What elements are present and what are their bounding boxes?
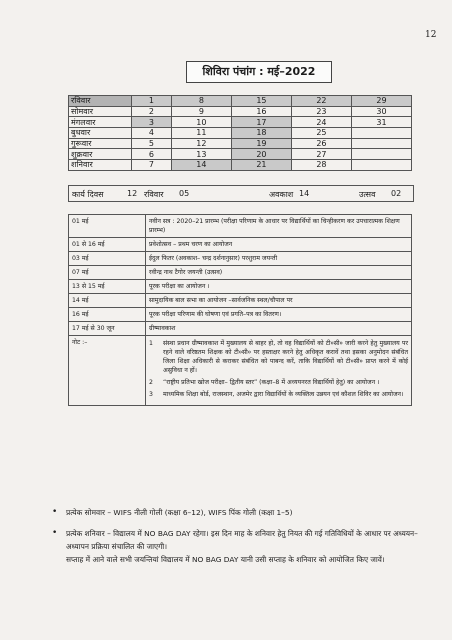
event-text: रवीन्द्र नाथ टैगोर जयन्ती (उत्सव)	[146, 266, 412, 280]
event-row	[69, 308, 412, 322]
event-row	[69, 215, 412, 238]
calendar-row	[69, 160, 412, 171]
date-cell: 11	[171, 128, 231, 139]
date-cell: 25	[291, 128, 351, 139]
calendar-row	[69, 106, 412, 117]
event-text: नवीन सत्र : 2020–21 प्रारम्भ (परीक्षा परिणाम के आधार पर विद्यार्थियों का चिन्हीकरण कर उपचारात्मक शिक्षण प्रारम्भ)	[146, 215, 412, 238]
date-cell	[351, 160, 411, 171]
note-number: 2	[149, 379, 153, 386]
note-text: माध्यमिक शिक्षा बोर्ड, राजस्थान, अजमेर द्वारा विद्यार्थियों के व्यक्तित्व उन्नयन एवं कौशल शिविर का आयोजन।	[163, 391, 404, 398]
date-cell: 27	[291, 149, 351, 160]
festivals-label: उत्सव	[359, 190, 376, 199]
date-cell: 30	[351, 106, 411, 117]
calendar-row	[69, 138, 412, 149]
event-row	[69, 252, 412, 266]
date-cell: 13	[171, 149, 231, 160]
bullet-icon: •	[52, 528, 58, 538]
day-name: गुरूवार	[69, 138, 132, 149]
date-cell: 22	[291, 96, 351, 107]
date-cell: 24	[291, 117, 351, 128]
date-cell: 10	[171, 117, 231, 128]
date-cell: 4	[132, 128, 172, 139]
bullet-text: प्रत्येक शनिवार – विद्यालय में NO BAG DAY रहेगा। इस दिन माह के शनिवार हेतु नियत की गई गतिविधियों के आधार पर अध्ययन–अध्यापन प्रक्रिया संचालित की जाएगी।	[66, 529, 418, 551]
holidays-label: अवकाश	[269, 190, 294, 199]
note-label: नोट :–	[69, 336, 146, 406]
date-cell	[351, 138, 411, 149]
date-cell: 9	[171, 106, 231, 117]
event-text: पूरक परीक्षा परिणाम की घोषणा एवं प्रगति–पत्र का वितरण।	[146, 308, 412, 322]
date-cell: 26	[291, 138, 351, 149]
event-date: 16 मई	[69, 308, 146, 322]
date-cell: 1	[132, 96, 172, 107]
day-name: रविवार	[69, 96, 132, 107]
event-row	[69, 238, 412, 252]
event-date: 13 से 15 मई	[69, 280, 146, 294]
date-cell: 7	[132, 160, 172, 171]
calendar-row	[69, 96, 412, 107]
date-cell: 19	[231, 138, 291, 149]
day-name: मंगलवार	[69, 117, 132, 128]
day-name: शुक्रवार	[69, 149, 132, 160]
events-table	[68, 214, 412, 406]
page-number: 12	[425, 30, 437, 40]
event-date: 17 मई से 30 जून	[69, 322, 146, 336]
event-text: ईदुल फितर (अवकाश– चन्द्र दर्शनानुसार) परशुराम जयन्ती	[146, 252, 412, 266]
paragraph: सप्ताह में आने वाले सभी जयन्तियां विद्यालय में NO BAG DAY यानी उसी सप्ताह के शनिवार को आयोजित किए जावें।	[66, 555, 385, 564]
event-date: 07 मई	[69, 266, 146, 280]
date-cell: 14	[171, 160, 231, 171]
event-row	[69, 266, 412, 280]
festivals-value: 02	[391, 189, 402, 198]
date-cell: 17	[231, 117, 291, 128]
date-cell	[351, 149, 411, 160]
date-cell: 15	[231, 96, 291, 107]
date-cell: 21	[231, 160, 291, 171]
date-cell: 8	[171, 96, 231, 107]
date-cell: 18	[231, 128, 291, 139]
event-text: ग्रीष्मावकाश	[146, 322, 412, 336]
day-name: सोमवार	[69, 106, 132, 117]
calendar-row	[69, 128, 412, 139]
date-cell: 6	[132, 149, 172, 160]
event-row	[69, 322, 412, 336]
event-date: 01 से 16 मई	[69, 238, 146, 252]
date-cell: 3	[132, 117, 172, 128]
note-text: संस्था प्रधान ग्रीष्मावकाश में मुख्यालय से बाहर हो, तो वह विद्यार्थियों को टी०सी० जारी करने हेतु मुख्यालय पर रहने वाले वरिष्ठतम शिक्षक को टी०सी० पर हस्ताक्षर करने हेतु अधिकृत करावें तथा इसका अनुमोदन संबंधित जिला शिक्षा अधिकारी से कराकर संबंधित को पाबन्द करें, ताकि विद्यार्थियों को टी०सी० प्राप्त करने में कोई असुविधा न हों।	[163, 340, 408, 374]
date-cell	[351, 128, 411, 139]
calendar-row	[69, 117, 412, 128]
note-row	[69, 336, 412, 406]
date-cell: 5	[132, 138, 172, 149]
event-text: प्रवेशोत्सव – प्रथम चरण का आयोजन	[146, 238, 412, 252]
note-number: 1	[149, 340, 153, 347]
calendar-table	[68, 95, 412, 171]
event-date: 03 मई	[69, 252, 146, 266]
working-days-value: 12	[127, 189, 138, 198]
event-row	[69, 294, 412, 308]
event-text: सामुदायिक बाल सभा का आयोजन –सार्वजनिक स्थल/चौपाल पर	[146, 294, 412, 308]
date-cell: 12	[171, 138, 231, 149]
event-date: 01 मई	[69, 215, 146, 238]
date-cell: 2	[132, 106, 172, 117]
note-text: “राष्ट्रीय प्रतिभा खोज परीक्षा– द्वितीय स्तर” (कक्षा–8 में अध्ययनरत विद्यार्थियों हेतु) का आयोजन ।	[163, 379, 380, 386]
calendar-row	[69, 149, 412, 160]
bullet-icon: •	[52, 507, 58, 517]
note-number: 3	[149, 391, 153, 398]
date-cell: 31	[351, 117, 411, 128]
sundays-label: रविवार	[144, 190, 164, 199]
date-cell: 29	[351, 96, 411, 107]
day-name: बुधवार	[69, 128, 132, 139]
sundays-value: 05	[179, 189, 190, 198]
bullet-item	[52, 506, 424, 519]
bullet-text: प्रत्येक सोमवार – WIFS नीली गोली (कक्षा 6–12), WIFS पिंक गोली (कक्षा 1–5)	[66, 508, 293, 517]
day-name: शनिवार	[69, 160, 132, 171]
page-title: शिविरा पंचांग : मई–2022	[186, 61, 332, 83]
event-date: 14 मई	[69, 294, 146, 308]
calendar-summary	[68, 185, 414, 202]
note-item	[149, 390, 408, 399]
bullet-item	[52, 527, 424, 553]
date-cell: 28	[291, 160, 351, 171]
notes-cell	[146, 336, 412, 406]
note-item	[149, 339, 408, 375]
event-text: पूरक परीक्षा का आयोजन ।	[146, 280, 412, 294]
event-row	[69, 280, 412, 294]
date-cell: 23	[291, 106, 351, 117]
date-cell: 20	[231, 149, 291, 160]
holidays-value: 14	[299, 189, 310, 198]
note-item	[149, 378, 408, 387]
instructions	[52, 506, 424, 566]
working-days-label: कार्य दिवस	[72, 190, 104, 199]
date-cell: 16	[231, 106, 291, 117]
